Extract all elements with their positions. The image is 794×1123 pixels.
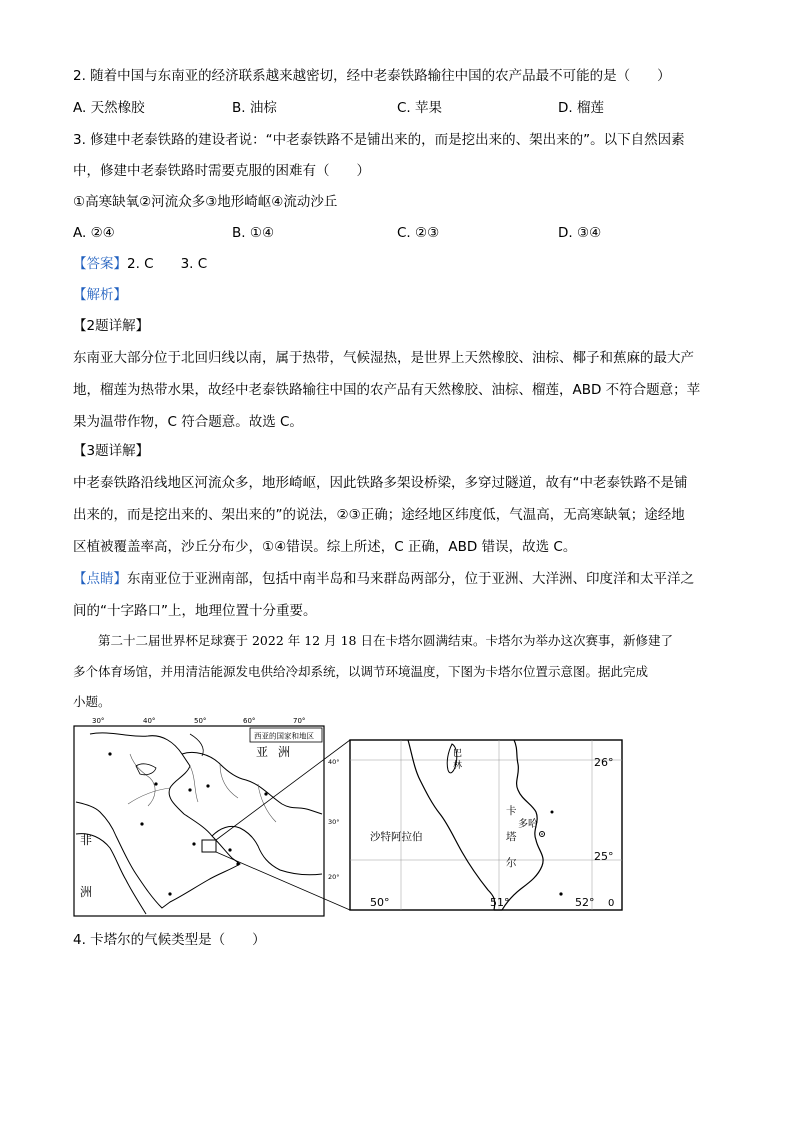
lon-label-60: 60° [243, 717, 256, 725]
q3-option-b: B. ①④ [232, 225, 275, 241]
detail3-heading: 【3题详解】 [73, 443, 150, 459]
comment-label: 【点睛】 [73, 571, 127, 587]
label-qatar-2: 塔 [506, 831, 517, 843]
answer-row [73, 254, 207, 274]
q3-stem-line2: 中，修建中老泰铁路时需要克服的困难有（ ） [73, 163, 370, 179]
lat-label-25: 25° [594, 850, 614, 863]
lat-label-40: 40° [328, 758, 340, 766]
q3-option-c: C. ②③ [397, 225, 440, 241]
lat-label-20: 20° [328, 873, 340, 881]
lon-label-30: 30° [92, 717, 105, 725]
label-fei: 非 [80, 833, 93, 847]
lon-label-70: 70° [293, 717, 306, 725]
label-bahrain-1: 巴 [453, 749, 463, 759]
passage-line3: 小题。 [73, 694, 111, 709]
label-ya: 亚 [256, 745, 269, 759]
q2-option-b: B. 油棕 [232, 100, 277, 116]
label-qatar-3: 尔 [506, 857, 517, 869]
label-saudi-arabia: 沙特阿拉伯 [370, 831, 423, 843]
lat-label-26: 26° [594, 756, 614, 769]
answer-text: 2. C 3. C [127, 256, 208, 272]
lat-label-30: 30° [328, 818, 340, 826]
west-asia-map-title: 西亚的国家和地区 [254, 731, 314, 741]
label-qatar-1: 卡 [506, 805, 517, 817]
lon-label-51e: 51° [490, 896, 510, 909]
west-asia-map [74, 717, 350, 916]
comment-text-1: 东南亚位于亚洲南部，包括中南半岛和马来群岛两部分，位于亚洲、大洋洲、印度洋和太平洋之 [127, 571, 694, 587]
lon-label-40: 40° [143, 717, 156, 725]
analysis-label: 【解析】 [73, 287, 127, 303]
detail3-line3: 区植被覆盖率高，沙丘分布少，①④错误。综上所述，C 正确，ABD 错误，故选 C。 [73, 539, 577, 555]
passage-line2: 多个体育场馆，并用清洁能源发电供给冷却系统，以调节环境温度，下图为卡塔尔位置示意图。据此完成 [73, 664, 649, 679]
lon-label-50: 50° [194, 717, 207, 725]
answer-label: 【答案】 [73, 256, 127, 272]
passage-line1: 第二十二届世界杯足球赛于 2022 年 12 月 18 日在卡塔尔圆满结束。卡塔尔为举办这次赛事，新修建了 [73, 633, 673, 648]
q3-option-a: A. ②④ [73, 225, 115, 241]
q2-option-c: C. 苹果 [397, 100, 443, 116]
lon-label-50e: 50° [370, 896, 390, 909]
north-mark: 0 [608, 898, 615, 909]
comment-line1 [73, 569, 694, 589]
qatar-detail-map [350, 740, 622, 910]
q3-option-d: D. ③④ [558, 225, 602, 241]
q2-option-a: A. 天然橡胶 [73, 100, 145, 116]
detail2-line2: 地，榴莲为热带水果，故经中老泰铁路输往中国的农产品有天然橡胶、油棕、榴莲，ABD 不符合题意；苹 [73, 382, 701, 398]
q3-factors: ①高寒缺氧②河流众多③地形崎岖④流动沙丘 [73, 194, 338, 210]
detail3-line2: 出来的，而是挖出来的、架出来的”的说法，②③正确；途经地区纬度低，气温高，无高寒缺氧；途经地 [73, 507, 685, 523]
lon-label-52e: 52° [575, 896, 595, 909]
detail2-line1: 东南亚大部分位于北回归线以南，属于热带，气候湿热，是世界上天然橡胶、油棕、椰子和蕉麻的最大产 [73, 350, 694, 366]
q4-stem: 4. 卡塔尔的气候类型是（ ） [73, 932, 266, 948]
label-bahrain-2: 林 [453, 761, 463, 771]
label-zhou-africa: 洲 [80, 885, 93, 899]
qatar-location-map [70, 714, 630, 920]
q2-stem: 2. 随着中国与东南亚的经济联系越来越密切，经中老泰铁路输往中国的农产品最不可能的是（ ） [73, 68, 671, 84]
label-doha: 多哈 [518, 819, 538, 830]
q2-option-d: D. 榴莲 [558, 100, 604, 116]
detail2-line3: 果为温带作物，C 符合题意。故选 C。 [73, 414, 303, 430]
detail3-line1: 中老泰铁路沿线地区河流众多，地形崎岖，因此铁路多架设桥梁，多穿过隧道，故有“中老泰铁路不是铺 [73, 475, 688, 491]
label-zhou-asia: 洲 [278, 745, 291, 759]
comment-line2: 间的“十字路口”上，地理位置十分重要。 [73, 603, 317, 619]
detail2-heading: 【2题详解】 [73, 318, 150, 334]
q3-stem-line1: 3. 修建中老泰铁路的建设者说：“中老泰铁路不是铺出来的，而是挖出来的、架出来的”。以下自然因素 [73, 132, 685, 148]
